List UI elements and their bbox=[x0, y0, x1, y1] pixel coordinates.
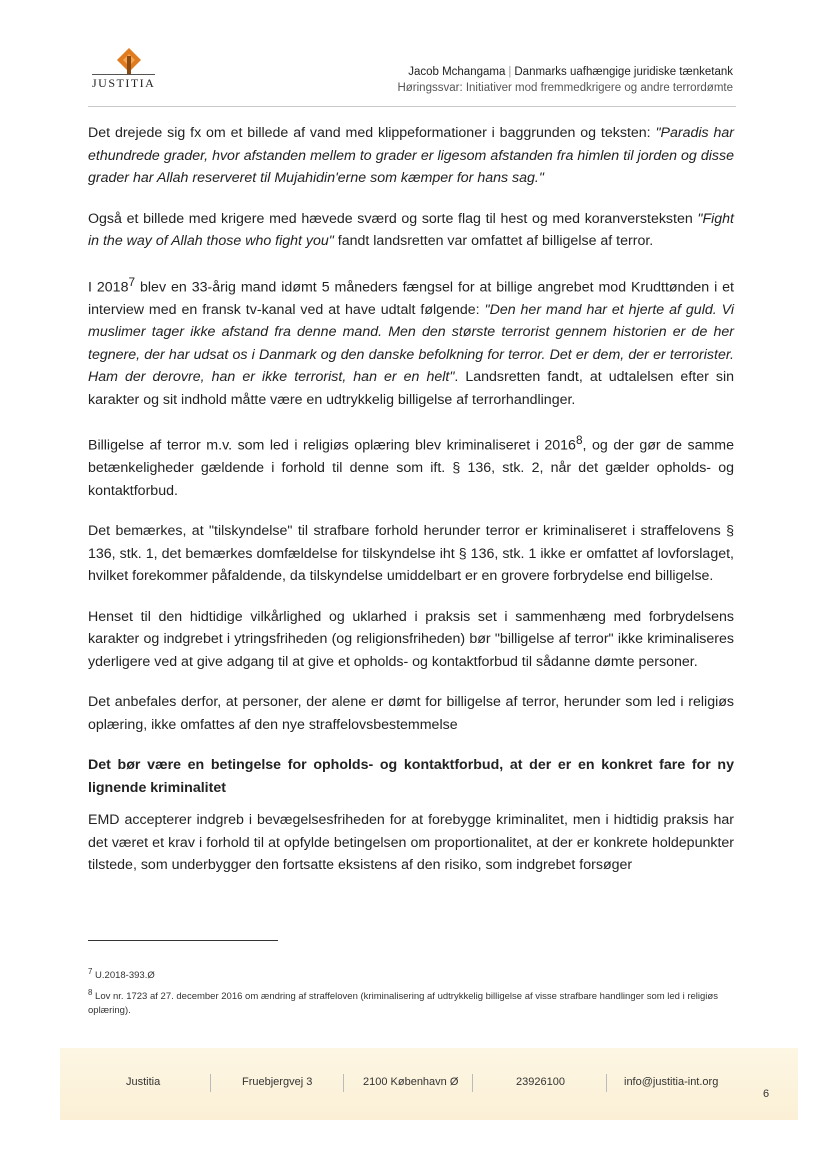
document-header bbox=[397, 66, 733, 94]
footer-separator bbox=[210, 1074, 211, 1092]
footnote-ref: 7 bbox=[128, 274, 136, 289]
footnote-ref: 8 bbox=[575, 433, 583, 448]
organization-name: Danmarks uafhængige juridiske tænketank bbox=[514, 66, 733, 78]
quote: "Paradis har ethundrede grader, hvor afstanden mellem to grader er ligesom afstanden fra himlen til jorden og disse grader har Allah reserveret til Mujahidin'erne som kæmper for hans sag." bbox=[88, 125, 734, 186]
paragraph-3: I 2018$^7$ blev en 33-årig mand idømt 5 måneders fængsel for at billige angrebet mod Krudttønden i et interview med en fransk tv-kanal ved at have udtalt følgende: "Den her mand har et hjerte af guld. Vi muslimer tager ikke afstand fra denne mand. Men den største terrorist gennem historien er de her tegnere, der har udsat os i Danmark og den danske befolkning for terror. Det er dem, der er terrorister. Ham der derovre, han er ikke terrorist, han er en helt". Landsretten fandt, at udtalelsen efter sin karakter og sit indhold måtte være en udtrykkelig billigelse af terrorhandlinger. bbox=[88, 274, 734, 408]
page-footer bbox=[60, 1048, 798, 1120]
footer-separator bbox=[343, 1074, 344, 1092]
footer-phone: 23926100 bbox=[516, 1076, 565, 1088]
header-separator: | bbox=[508, 66, 512, 78]
section-heading: Det bør være en betingelse for opholds- og kontaktforbud, at der er en konkret fare for ny lignende kriminalitet bbox=[88, 757, 734, 796]
paragraph-5: Det bemærkes, at "tilskyndelse" til strafbare forhold herunder terror er kriminaliseret i straffelovens § 136, stk. 1, det bemærkes domfældelse for tilskyndelse iht § 136, stk. 1 ikke er omfattet af lovforslaget, hvilket forekommer påfaldende, da tilskyndelse umiddelbart er en grovere forbrydelse end billigelse. bbox=[88, 523, 734, 585]
footer-city: 2100 København Ø bbox=[363, 1076, 459, 1088]
footer-street: Fruebjergvej 3 bbox=[242, 1076, 313, 1088]
footnote-divider bbox=[88, 940, 278, 941]
document-body bbox=[88, 122, 734, 895]
footer-email[interactable]: info@justitia-int.org bbox=[624, 1076, 719, 1088]
footer-organization: Justitia bbox=[126, 1076, 161, 1088]
paragraph-2: Også et billede med krigere med hævede sværd og sorte flag til hest og med koranversteksten "Fight in the way of Allah those who fight you" fandt landsretten var omfattet af billigelse af terror. bbox=[88, 210, 734, 249]
quote: "Den her mand har et hjerte af guld. Vi muslimer tager ikke afstand fra denne mand. Men den største terrorist gennem historien er de her tegnere, der har udsat os i Danmark og den danske befolkning for terror. Det er dem, der er terrorister. Ham der derovre, han er ikke terrorist, han er en helt" bbox=[88, 301, 734, 386]
paragraph-7: Det anbefales derfor, at personer, der alene er dømt for billigelse af terror, herunder som led i religiøs oplæring, ikke omfattes af den nye straffelovsbestemmelse bbox=[88, 694, 734, 733]
logo-text: JUSTITIA bbox=[92, 76, 156, 90]
footnote: $^8$ Lov nr. 1723 af 27. december 2016 om ændring af straffeloven (kriminalisering af udtrykkelig billigelse af visse strafbare handlinger som led i religiøs oplæring). bbox=[88, 988, 718, 1017]
justitia-logo bbox=[88, 46, 178, 96]
paragraph-8: EMD accepterer indgreb i bevægelsesfriheden for at forebygge kriminalitet, men i hidtidig praksis har det været et krav i forhold til at opfylde betingelsen om proportionalitet, at der er konkrete holdepunkter tilstede, som underbygger den fortsatte eksistens af den risiko, som indgrebet forsøger bbox=[88, 812, 734, 874]
justitia-emblem-icon bbox=[106, 46, 152, 76]
footer-separator bbox=[472, 1074, 473, 1092]
document-subtitle: Høringssvar: Initiativer mod fremmedkrigere og andre terrordømte bbox=[397, 82, 733, 94]
footer-separator bbox=[606, 1074, 607, 1092]
paragraph-1: Det drejede sig fx om et billede af vand med klippeformationer i baggrunden og teksten: "Paradis har ethundrede grader, hvor afstanden mellem to grader er ligesom afstanden fra himlen til jorden og disse grader har Allah reserveret til Mujahidin'erne som kæmper for hans sag." bbox=[88, 125, 734, 186]
author-name: Jacob Mchangama bbox=[408, 66, 506, 78]
paragraph-6: Henset til den hidtidige vilkårlighed og uklarhed i praksis set i sammenhæng med forbrydelsens karakter og indgrebet i ytringsfriheden (og religionsfriheden) bør "billigelse af terror" ikke kriminaliseres yderligere ved at give adgang til at give et opholds- og kontaktforbud til sådanne dømte personer. bbox=[88, 608, 734, 670]
quote: "Fight in the way of Allah those who fight you" bbox=[88, 210, 734, 249]
page-number: 6 bbox=[763, 1088, 770, 1100]
header-divider bbox=[88, 106, 736, 107]
paragraph-4: Billigelse af terror m.v. som led i religiøs oplæring blev kriminaliseret i 2016$^8$, og der gør de samme betænkeligheder gældende i forhold til denne som ift. § 136, stk. 2, når det gælder opholds- og kontaktforbud. bbox=[88, 433, 734, 499]
footnotes bbox=[88, 965, 728, 1021]
footnote: $^7$ U.2018-393.Ø bbox=[88, 967, 155, 982]
